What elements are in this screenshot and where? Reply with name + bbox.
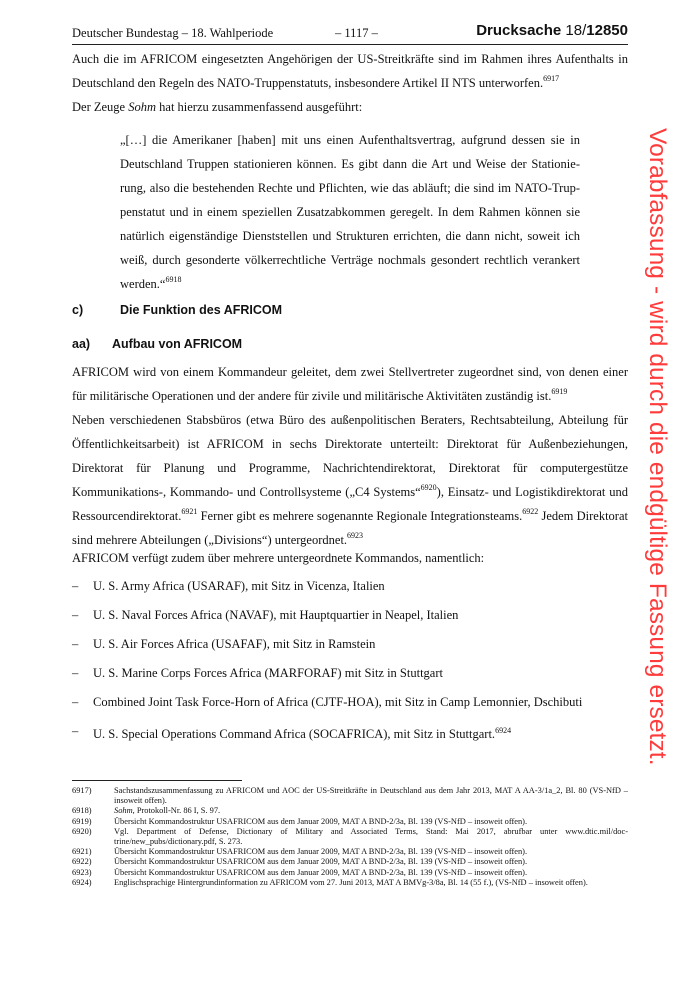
list-item-text: Combined Joint Task Force-Horn of Africa (CJTF-HOA), mit Sitz in Camp Lemonnier, Dschibuti bbox=[93, 695, 583, 709]
footnote-rule bbox=[72, 780, 242, 781]
footnote bbox=[72, 817, 628, 827]
section-heading-aa bbox=[72, 337, 242, 351]
list-item bbox=[72, 722, 628, 751]
footnote bbox=[72, 786, 628, 806]
heading-text: Die Funktion des AFRICOM bbox=[120, 303, 283, 317]
watermark-text: Vorabfassung - wird durch die endgültige Fassung ersetzt. bbox=[644, 128, 671, 766]
document-label: Drucksache bbox=[476, 22, 566, 39]
list-item bbox=[72, 606, 628, 635]
header-rule bbox=[72, 44, 628, 45]
paragraph-text: ), Einsatz- und Logistikdirektorat und Ressourcendirektorat. bbox=[72, 485, 628, 523]
footnote-ref: 6923 bbox=[347, 530, 364, 540]
footnote-text: Übersicht Kommandostruktur USAFRICOM aus dem Januar 2009, MAT A BND-2/3a, Bl. 139 (VS-NfD – insoweit offen). bbox=[114, 816, 528, 826]
dash-bullet: – bbox=[72, 608, 79, 622]
list-item-label: U. S. Special Operations Command Africa (SOCAFRICA), mit Sitz in Stuttgart. bbox=[93, 727, 496, 742]
footnotes bbox=[72, 786, 628, 888]
footnote-text bbox=[114, 806, 628, 816]
paragraph-text: hat hierzu zusammenfassend ausgeführt: bbox=[156, 100, 363, 114]
list-item bbox=[72, 693, 628, 722]
footnote bbox=[72, 857, 628, 867]
footnote-text-rest: , Protokoll-Nr. 86 I, S. 97. bbox=[132, 806, 221, 816]
footnote-text: Vgl. Department of Defense, Dictionary of Military and Associated Terms, Stand: Mai 2017, abrufbar unter www.dtic.mil/doctrine/new_pubs/dictionary.pdf, S. 273. bbox=[114, 826, 628, 847]
section-heading-c bbox=[72, 303, 282, 317]
page-number: – 1117 – bbox=[335, 26, 378, 40]
paragraph-text: Der Zeuge bbox=[72, 100, 129, 114]
footnote-number: 6924) bbox=[72, 877, 92, 887]
paragraph-directorates bbox=[72, 408, 628, 552]
list-item-text: U. S. Naval Forces Africa (NAVAF), mit Hauptquartier in Neapel, Italien bbox=[93, 608, 459, 622]
list-item bbox=[72, 577, 628, 606]
heading-marker: aa) bbox=[72, 337, 91, 351]
footnote-ref: 6921 bbox=[181, 506, 198, 516]
header-parliament: Deutscher Bundestag – 18. Wahlperiode bbox=[72, 26, 274, 40]
quote-text: „[…] die Amerikaner [haben] mit uns einen Aufenthaltsvertrag, aufgrund dessen sie in Deutschland Truppen stationieren können. Es gibt dann die Art und Weise der Stationierung, also die bestehenden Rechte und Pflichten, wie das abläuft; die sind im NATO-Truppenstatut und in einem speziellen Zusatzabkommen geregelt. In dem Rahmen können sie natürlich eigenständige Dienststellen und Strukturen errichten, die dann nicht, soweit ich weiß, durch gesonderte völkerrechtliche Verträge nochmals gesondert rechtlich verankert werden.“ bbox=[120, 133, 580, 291]
footnote-ref: 6917 bbox=[543, 73, 560, 83]
list-item-text: U. S. Air Forces Africa (USAFAF), mit Sitz in Ramstein bbox=[93, 637, 376, 651]
document-number bbox=[476, 22, 628, 39]
footnote-number: 6919) bbox=[72, 816, 92, 826]
block-quote bbox=[120, 128, 580, 296]
list-item-text bbox=[93, 722, 511, 743]
footnote-ref: 6924 bbox=[495, 726, 512, 735]
list-item-text: U. S. Army Africa (USARAF), mit Sitz in Vicenza, Italien bbox=[93, 579, 385, 593]
heading-text: Aufbau von AFRICOM bbox=[112, 337, 243, 351]
dash-bullet: – bbox=[72, 579, 79, 593]
paragraph-text: Ferner gibt es mehrere sogenannte Regionale Integrationsteams. bbox=[197, 509, 523, 523]
heading-marker: c) bbox=[72, 303, 84, 317]
footnote-ref: 6920 bbox=[420, 482, 437, 492]
paragraph-nts bbox=[72, 47, 628, 95]
footnote-witness-name: Sohm bbox=[114, 806, 133, 816]
paragraph-text: AFRICOM verfügt zudem über mehrere untergeordnete Kommandos, namentlich: bbox=[72, 551, 485, 565]
list-item bbox=[72, 664, 628, 693]
footnote-ref: 6922 bbox=[522, 506, 539, 516]
footnote-number: 6917) bbox=[72, 786, 92, 795]
footnote-ref: 6918 bbox=[165, 274, 182, 284]
page-header bbox=[72, 22, 628, 44]
footnote-text: Übersicht Kommandostruktur USAFRICOM aus dem Januar 2009, MAT A BND-2/3a, Bl. 139 (VS-NfD – insoweit offen). bbox=[114, 857, 528, 867]
footnote-text: Sachstandszusammenfassung zu AFRICOM und AOC der US-Streitkräfte in Deutschland aus dem Jahr 2013, MAT A AA-3/1a_2, Bl. 80 (VS-NfD – insoweit offen). bbox=[114, 786, 628, 806]
paragraph-text: AFRICOM wird von einem Kommandeur geleitet, dem zwei Stellvertreter zugeordnet sind, von denen einer für militärische Operationen und der andere für zivile und militärische Aktivitäten zuständig ist. bbox=[72, 365, 628, 403]
paragraph-text: Auch die im AFRICOM eingesetzten Angehörigen der US-Streitkräfte sind im Rahmen ihres Aufenthalts in Deutschland den Regeln des NATO-Truppenstatuts, insbesondere Artikel II NTS unterworfen. bbox=[72, 52, 628, 90]
paragraph-text: Jedem Direktorat sind mehrere Abteilungen („Divisions“) untergeordnet. bbox=[72, 509, 628, 547]
document-number-period: 18/ bbox=[565, 22, 587, 39]
footnote bbox=[72, 847, 628, 857]
footnote-number: 6923) bbox=[72, 867, 92, 877]
subordinate-commands-list bbox=[72, 577, 628, 751]
footnote bbox=[72, 827, 628, 847]
paragraph-text: Neben verschiedenen Stabsbüros (etwa Büro des außenpolitischen Beraters, Rechtsabteilung, Abteilung für Öffentlichkeitsarbeit) ist AFRICOM in sechs Direktorate unterteilt: Direktorat für Außenbeziehungen, Direktorat für Planung und Programme, Nachrichtendirektorat, Direktorat für computergestütze Kommunikations-, Kommando- und Controllsysteme („C4 Systems“ bbox=[72, 413, 628, 499]
footnote-number: 6918) bbox=[72, 806, 92, 816]
footnote bbox=[72, 878, 628, 888]
footnote-number: 6921) bbox=[72, 847, 92, 857]
witness-name: Sohm bbox=[128, 100, 157, 114]
footnote-text: Übersicht Kommandostruktur USAFRICOM aus dem Januar 2009, MAT A BND-2/3a, Bl. 139 (VS-NfD – insoweit offen). bbox=[114, 847, 528, 857]
footnote bbox=[72, 868, 628, 878]
document-number-id: 12850 bbox=[586, 22, 628, 39]
footnote-text: Übersicht Kommandostruktur USAFRICOM aus dem Januar 2009, MAT A BND-2/3a, Bl. 139 (VS-NfD – insoweit offen). bbox=[114, 867, 528, 877]
dash-bullet: – bbox=[72, 695, 79, 709]
dash-bullet: – bbox=[72, 724, 79, 738]
footnote-text: Englischsprachige Hintergrundinformation zu AFRICOM vom 27. Juni 2013, MAT A BMVg-3/8a, Bl. 14 (55 f.), (VS-NfD – insoweit offen). bbox=[114, 877, 588, 887]
list-item-text: U. S. Marine Corps Forces Africa (MARFORAF) mit Sitz in Stuttgart bbox=[93, 666, 443, 680]
list-item bbox=[72, 635, 628, 664]
footnote-number: 6922) bbox=[72, 857, 92, 867]
footnote-ref: 6919 bbox=[551, 386, 568, 396]
footnote bbox=[72, 806, 628, 816]
paragraph-witness bbox=[72, 95, 628, 119]
paragraph-commands-intro bbox=[72, 546, 628, 570]
dash-bullet: – bbox=[72, 637, 79, 651]
dash-bullet: – bbox=[72, 666, 79, 680]
footnote-number: 6920) bbox=[72, 826, 92, 836]
paragraph-commander bbox=[72, 360, 628, 408]
